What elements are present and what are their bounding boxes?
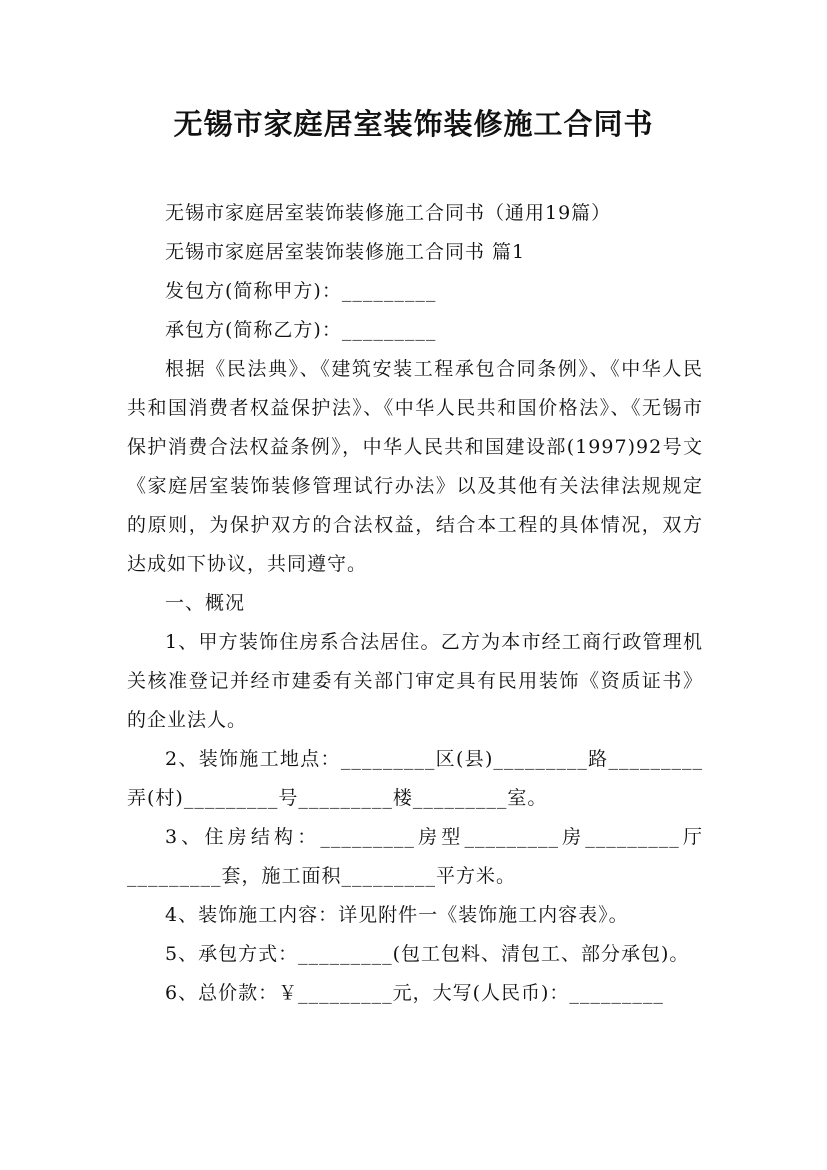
document-title: 无锡市家庭居室装饰装修施工合同书 <box>173 107 654 141</box>
paragraph-clause-2: 2、装饰施工地点：_________区(县)_________路_________弄(村)_________号_________楼_________室。 <box>127 748 703 809</box>
paragraph-clause-4: 4、装饰施工内容：详见附件一《装饰施工内容表》。 <box>165 904 629 926</box>
paragraph-overview-heading: 一、概况 <box>165 592 246 614</box>
paragraph-subtitle: 无锡市家庭居室装饰装修施工合同书（通用19篇） <box>165 202 612 224</box>
paragraph-party-a: 发包方(简称甲方)：_________ <box>165 280 437 302</box>
paragraph-party-b: 承包方(简称乙方)：_________ <box>165 319 437 341</box>
paragraph-clause-6: 6、总价款：￥_________元，大写(人民币)：_________ <box>165 982 664 1004</box>
paragraph-clause-3: 3、住房结构：_________房型_________房_________厅_________套，施工面积_________平方米。 <box>127 826 703 887</box>
paragraph-preamble: 根据《民法典》、《建筑安装工程承包合同条例》、《中华人民共和国消费者权益保护法》、《中华人民共和国价格法》、《无锡市保护消费合法权益条例》，中华人民共和国建设部(1997)92号文《家庭居室装饰装修管理试行办法》以及其他有关法律法规规定的原则，为保护双方的合法权益，结合本工程的具体情况，双方达成如下协议，共同遵守。 <box>127 358 703 575</box>
paragraph-section-heading: 无锡市家庭居室装饰装修施工合同书 篇1 <box>165 241 526 263</box>
document-body <box>127 194 703 1013</box>
paragraph-clause-5: 5、承包方式：_________(包工包料、清包工、部分承包)。 <box>165 943 690 965</box>
paragraph-clause-1: 1、甲方装饰住房系合法居住。乙方为本市经工商行政管理机关核准登记并经市建委有关部门审定具有民用装饰《资质证书》的企业法人。 <box>127 631 703 731</box>
